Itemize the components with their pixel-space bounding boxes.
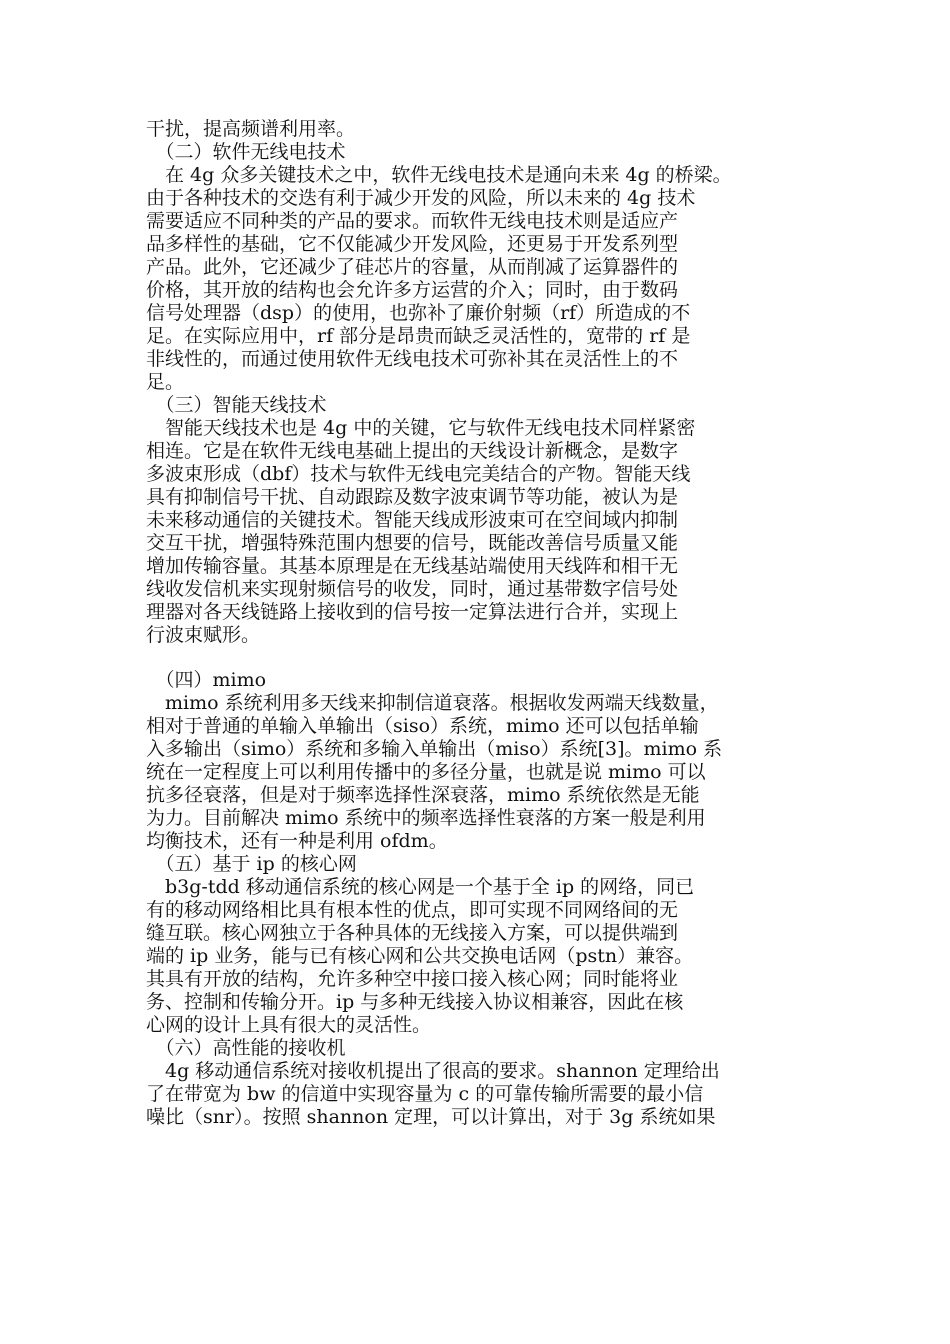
text-line: 端的 ip 业务，能与已有核心网和公共交换电话网（pstn）兼容。 <box>146 945 694 967</box>
text-line: 在 4g 众多关键技术之中，软件无线电技术是通向未来 4g 的桥梁。 <box>146 164 732 186</box>
text-line: 足。在实际应用中，rf 部分是昂贵而缺乏灵活性的，宽带的 rf 是 <box>146 325 691 347</box>
text-line: 交互干扰，增强特殊范围内想要的信号，既能改善信号质量又能 <box>146 532 679 554</box>
text-line: 有的移动网络相比具有根本性的优点，即可实现不同网络间的无 <box>146 899 679 921</box>
blank-line <box>146 647 806 669</box>
text-line: 信号处理器（dsp）的使用，也弥补了廉价射频（rf）所造成的不 <box>146 302 691 324</box>
text-line: 相对于普通的单输入单输出（siso）系统，mimo 还可以包括单输 <box>146 715 699 737</box>
text-line: mimo 系统利用多天线来抑制信道衰落。根据收发两端天线数量， <box>146 692 719 714</box>
text-line: 由于各种技术的交迭有利于减少开发的风险，所以未来的 4g 技术 <box>146 187 696 209</box>
text-line: 价格，其开放的结构也会允许多方运营的介入；同时，由于数码 <box>146 279 679 301</box>
section-heading-5: （五）基于 ip 的核心网 <box>146 853 357 875</box>
text-line: 智能天线技术也是 4g 中的关键，它与软件无线电技术同样紧密 <box>146 417 696 439</box>
text-line: 心网的设计上具有很大的灵活性。 <box>146 1014 432 1036</box>
text-line: 相连。它是在软件无线电基础上提出的天线设计新概念，是数字 <box>146 440 679 462</box>
text-line: 干扰，提高频谱利用率。 <box>146 118 356 140</box>
text-line: 抗多径衰落，但是对于频率选择性深衰落，mimo 系统依然是无能 <box>146 784 700 806</box>
text-line: 多波束形成（dbf）技术与软件无线电完美结合的产物。智能天线 <box>146 463 691 485</box>
section-heading-3: （三）智能天线技术 <box>146 394 327 416</box>
text-line: 行波束赋形。 <box>146 624 261 646</box>
text-line: 统在一定程度上可以利用传播中的多径分量，也就是说 mimo 可以 <box>146 761 706 783</box>
text-line: 其具有开放的结构，允许多种空中接口接入核心网；同时能将业 <box>146 968 679 990</box>
text-line: 缝互联。核心网独立于各种具体的无线接入方案，可以提供端到 <box>146 922 679 944</box>
text-line: 产品。此外，它还减少了硅芯片的容量，从而削减了运算器件的 <box>146 256 679 278</box>
text-line: 务、控制和传输分开。ip 与多种无线接入协议相兼容，因此在核 <box>146 991 684 1013</box>
text-line: 足。 <box>146 371 185 393</box>
text-line: 非线性的，而通过使用软件无线电技术可弥补其在灵活性上的不 <box>146 348 679 370</box>
document-body <box>146 118 806 1129</box>
text-line: 需要适应不同种类的产品的要求。而软件无线电技术则是适应产 <box>146 210 679 232</box>
section-heading-6: （六）高性能的接收机 <box>146 1037 346 1059</box>
text-line: 线收发信机来实现射频信号的收发，同时，通过基带数字信号处 <box>146 578 679 600</box>
text-line: 理器对各天线链路上接收到的信号按一定算法进行合并，实现上 <box>146 601 679 623</box>
text-line: 品多样性的基础，它不仅能减少开发风险，还更易于开发系列型 <box>146 233 679 255</box>
text-line: 了在带宽为 bw 的信道中实现容量为 c 的可靠传输所需要的最小信 <box>146 1083 704 1105</box>
text-line: 噪比（snr）。按照 shannon 定理，可以计算出，对于 3g 系统如果 <box>146 1106 716 1128</box>
section-heading-2: （二）软件无线电技术 <box>146 141 346 163</box>
text-line: 均衡技术，还有一种是利用 ofdm。 <box>146 830 448 852</box>
text-line: 增加传输容量。其基本原理是在无线基站端使用天线阵和相干无 <box>146 555 679 577</box>
text-line: 具有抑制信号干扰、自动跟踪及数字波束调节等功能，被认为是 <box>146 486 679 508</box>
text-line: 4g 移动通信系统对接收机提出了很高的要求。shannon 定理给出 <box>146 1060 720 1082</box>
section-heading-4: （四）mimo <box>146 669 267 691</box>
text-line: 为力。目前解决 mimo 系统中的频率选择性衰落的方案一般是利用 <box>146 807 706 829</box>
text-line: 入多输出（simo）系统和多输入单输出（miso）系统[3]。mimo 系 <box>146 738 723 760</box>
text-line: b3g-tdd 移动通信系统的核心网是一个基于全 ip 的网络，同已 <box>146 876 695 898</box>
text-line: 未来移动通信的关键技术。智能天线成形波束可在空间域内抑制 <box>146 509 679 531</box>
